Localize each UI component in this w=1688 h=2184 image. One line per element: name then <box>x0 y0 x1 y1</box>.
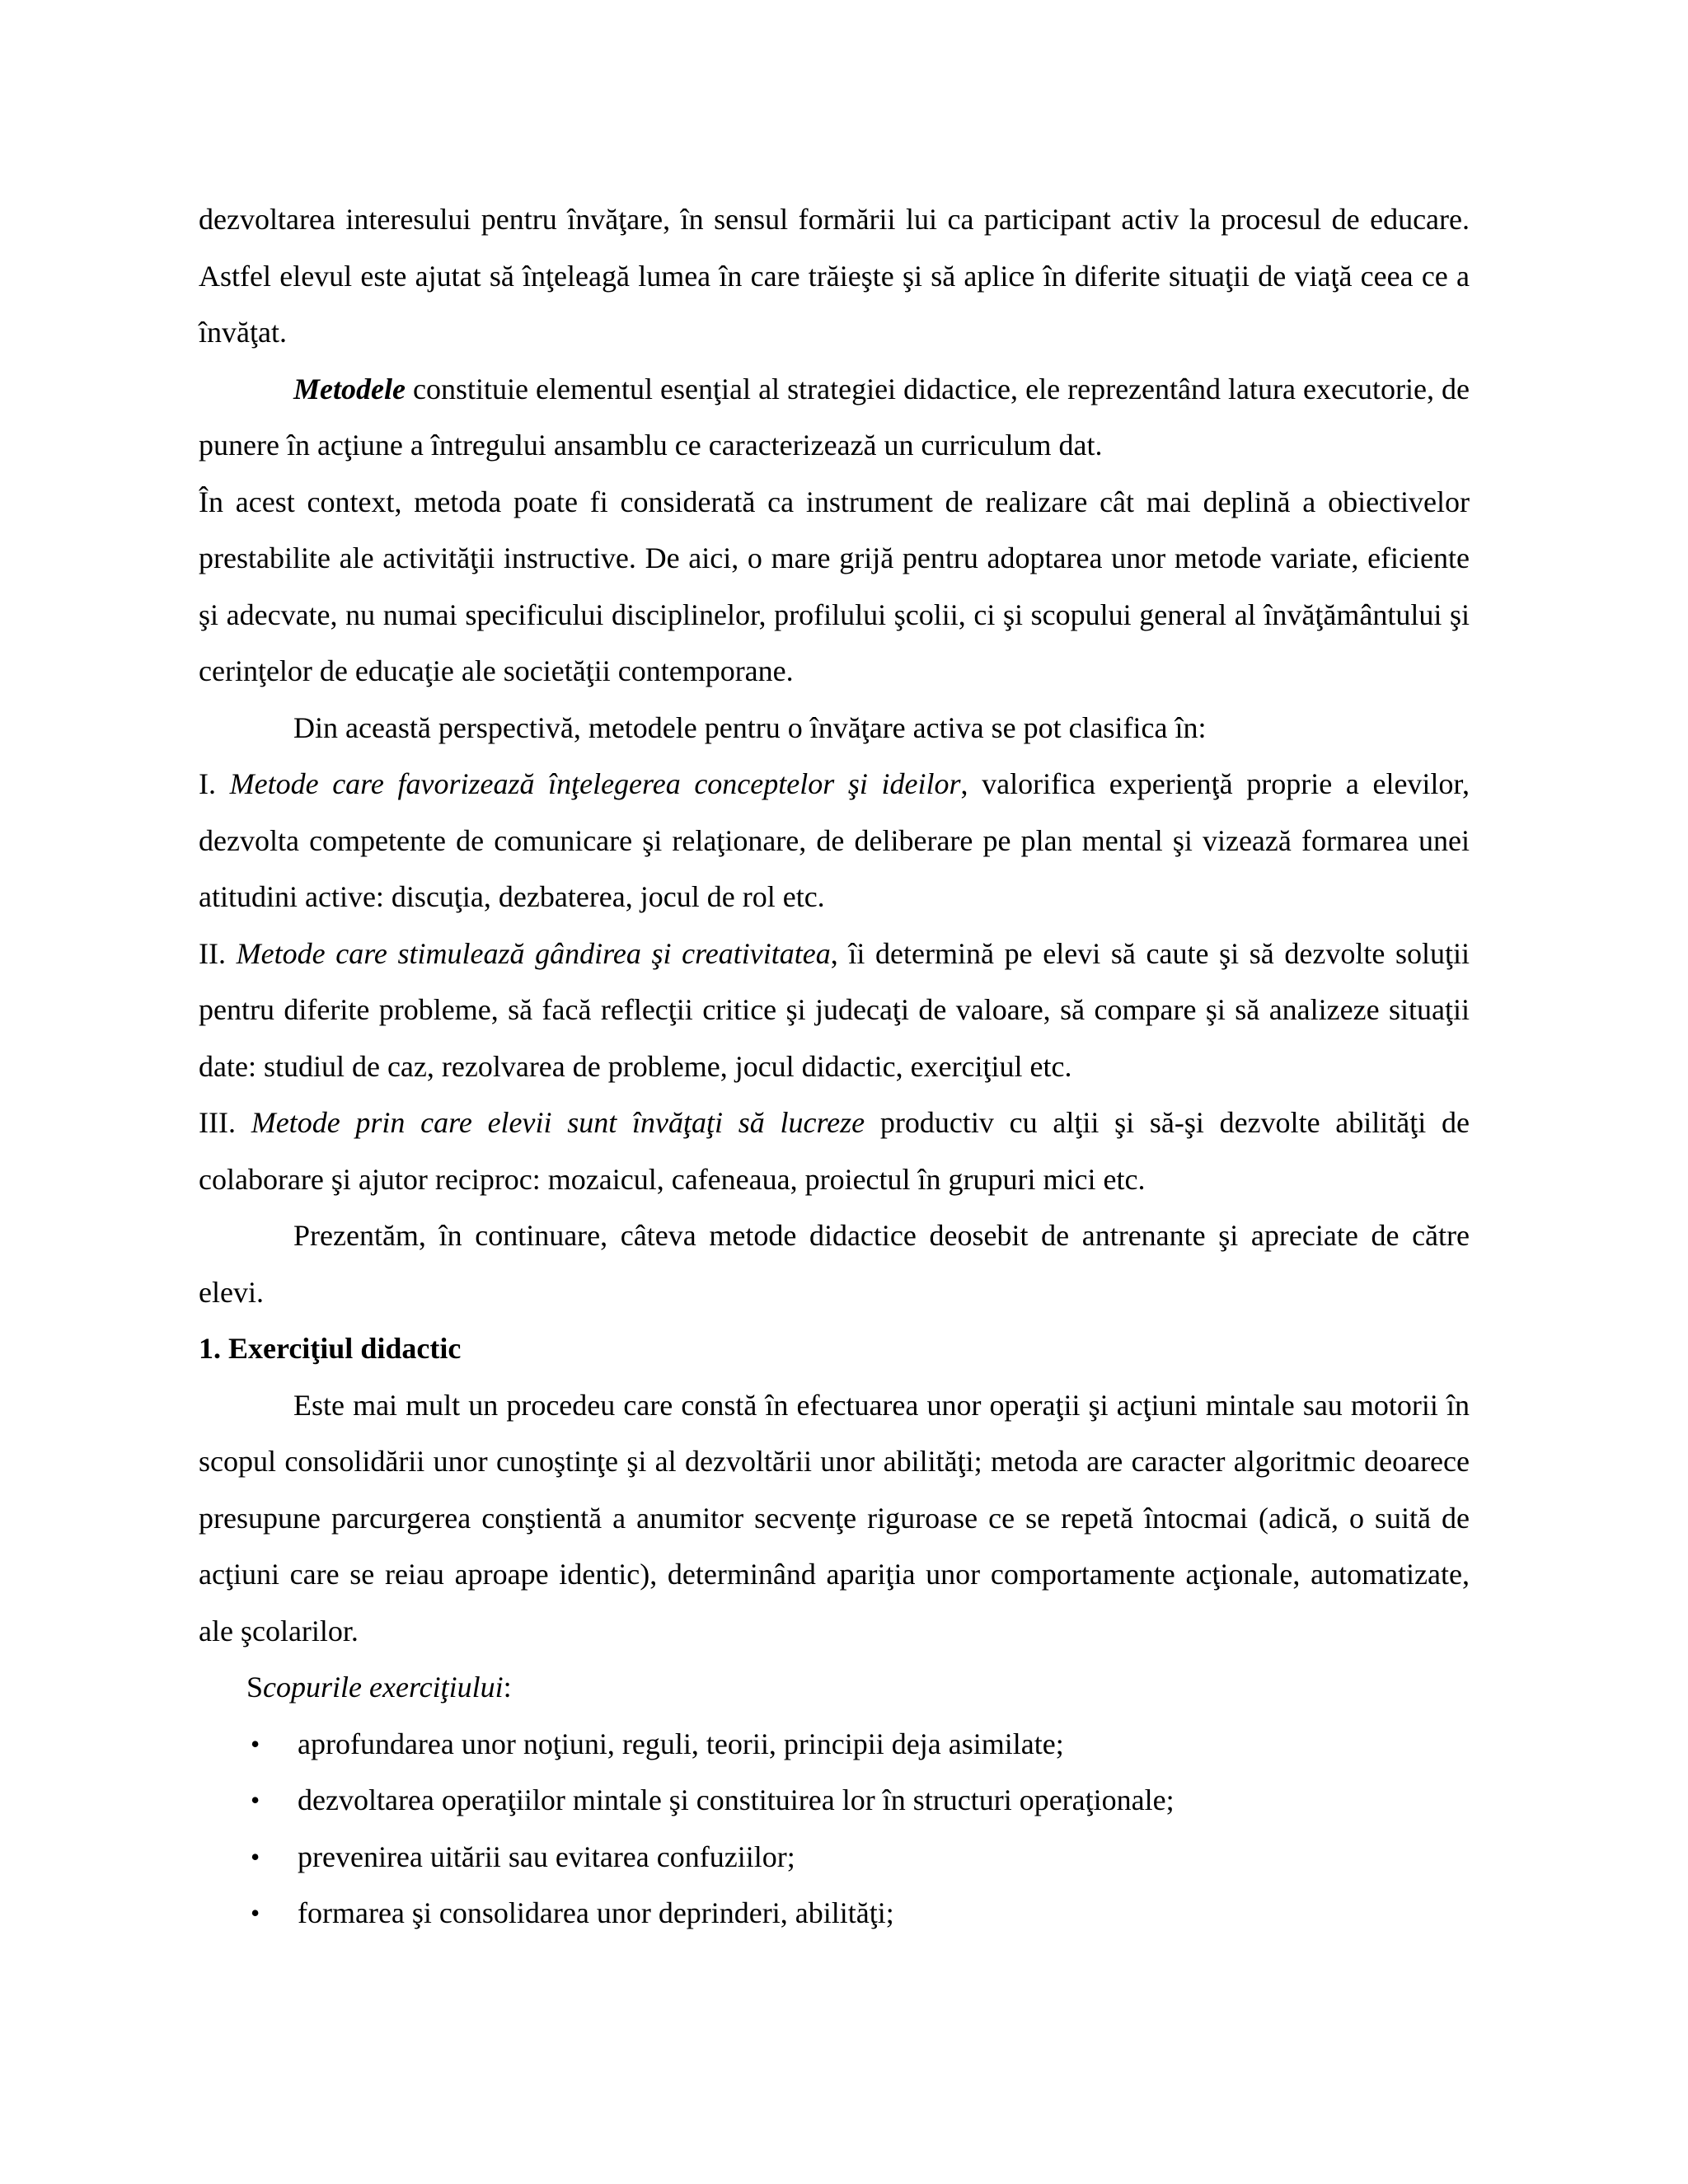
scope-label-italic: copurile exerciţiului <box>263 1671 504 1704</box>
category-i-title: Metode care favorizează înţelegerea conceptelor şi ideilor <box>229 767 961 800</box>
list-item <box>199 1772 1470 1829</box>
category-iii-number: III. <box>199 1106 251 1139</box>
paragraph-category-iii <box>199 1094 1470 1207</box>
paragraph-intro-text: dezvoltarea interesului pentru învăţare, în sensul formării lui ca participant activ la procesul de educare. Astfel elevul este ajutat să înţeleagă lumea în care trăieşte şi să aplice în diferite situaţii de viaţă ceea ce a învăţat. <box>199 203 1470 349</box>
paragraph-context <box>199 474 1470 700</box>
category-ii-number: II. <box>199 936 237 970</box>
category-ii-title: Metode care stimulează gândirea şi creativitatea <box>236 936 831 970</box>
paragraph-classification-intro-text: Din această perspectivă, metodele pentru o învăţare activa se pot clasifica în: <box>293 710 1207 744</box>
body-text <box>199 191 1470 1942</box>
paragraph-presentation-text: Prezentăm, în continuare, câteva metode didactice deosebit de antrenante şi apreciate de către elevi. <box>199 1219 1470 1309</box>
list-item <box>199 1716 1470 1773</box>
list-item-text: prevenirea uitării sau evitarea confuziilor; <box>298 1840 795 1873</box>
paragraph-presentation <box>199 1207 1470 1320</box>
list-item-text: dezvoltarea operaţiilor mintale şi constituirea lor în structuri operaţionale; <box>298 1783 1175 1816</box>
list-item <box>199 1885 1470 1942</box>
paragraph-classification-intro <box>199 700 1470 757</box>
paragraph-exercise-definition <box>199 1377 1470 1660</box>
paragraph-category-ii <box>199 926 1470 1095</box>
bullet-icon: • <box>251 1841 260 1872</box>
scope-label <box>199 1659 1470 1716</box>
bullet-icon: • <box>251 1898 260 1928</box>
category-i-number: I. <box>199 767 230 800</box>
paragraph-context-text: În acest context, metoda poate fi considerată ca instrument de realizare cât mai deplină a obiectivelor prestabilite ale activităţii instructive. De aici, o mare grijă pentru adoptarea unor metode variate, eficiente şi adecvate, nu numai specificului disciplinelor, profilului şcolii, ci şi scopului general al învăţământului şi cerinţelor de educaţie ale societăţii contemporane. <box>199 485 1470 687</box>
paragraph-methods-definition <box>199 361 1470 474</box>
scope-label-initial: S <box>246 1671 264 1704</box>
category-i-text: , valorifica experienţă proprie a elevilor, dezvolta competente de comunicare şi relaţionare, de deliberare pe plan mental şi vizează formarea unei atitudini active: discuţia, dezbaterea, jocul de rol etc. <box>199 767 1470 913</box>
bullet-icon: • <box>251 1728 260 1759</box>
paragraph-category-i <box>199 756 1470 926</box>
category-ii-text: , îi determină pe elevi să caute şi să dezvolte soluţii pentru diferite probleme, să facă reflecţii critice şi judecaţi de valoare, să compare şi să analizeze situaţii date: studiul de caz, rezolvarea de probleme, jocul didactic, exerciţiul etc. <box>199 936 1470 1083</box>
category-iii-text: productiv cu alţii şi să-şi dezvolte abilităţi de colaborare şi ajutor reciproc: mozaicul, cafeneaua, proiectul în grupuri mici etc. <box>199 1106 1470 1196</box>
section-heading <box>199 1320 1470 1377</box>
paragraph-intro <box>199 191 1470 361</box>
scope-label-colon: : <box>503 1671 512 1704</box>
scope-bullet-list <box>199 1716 1470 1942</box>
paragraph-methods-definition-text: constituie elementul esenţial al strategiei didactice, ele reprezentând latura executorie, de punere în acţiune a întregului ansamblu ce caracterizează un curriculum dat. <box>199 372 1470 462</box>
category-iii-title: Metode prin care elevii sunt învăţaţi să lucreze <box>251 1106 865 1139</box>
bullet-icon: • <box>251 1785 260 1815</box>
list-item-text: aprofundarea unor noţiuni, reguli, teorii, principii deja asimilate; <box>298 1727 1064 1760</box>
section-heading-text: 1. Exerciţiul didactic <box>199 1332 462 1365</box>
emphasis-metodele: Metodele <box>293 372 406 405</box>
paragraph-exercise-definition-text: Este mai mult un procedeu care constă în efectuarea unor operaţii şi acţiuni mintale sau motorii în scopul consolidării unor cunoştinţe şi al dezvoltării unor abilităţi; metoda are caracter algoritmic deoarece presupune parcurgerea conştientă a anumitor secvenţe riguroase ce se repetă întocmai (adică, o suită de acţiuni care se reiau aproape identic), determinând apariţia unor comportamente acţionale, automatizate, ale şcolarilor. <box>199 1388 1470 1647</box>
list-item-text: formarea şi consolidarea unor deprinderi, abilităţi; <box>298 1896 894 1929</box>
list-item <box>199 1829 1470 1886</box>
